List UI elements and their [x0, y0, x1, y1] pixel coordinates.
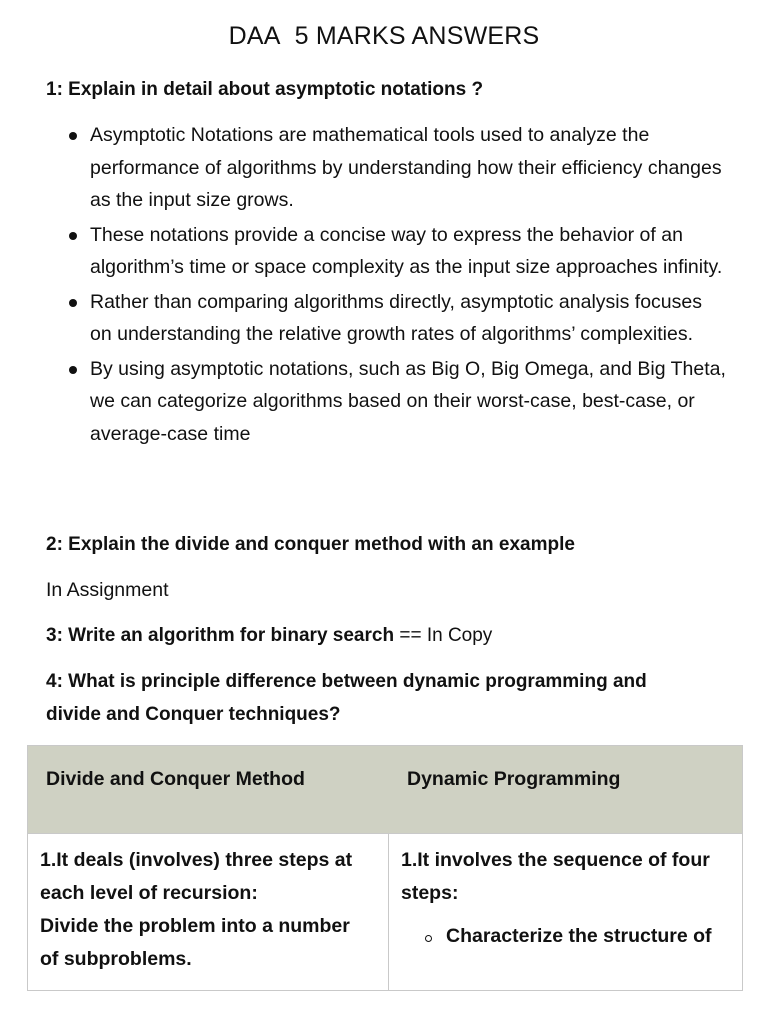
question-4-heading: [46, 665, 647, 731]
bullet-dot-icon: [69, 132, 77, 140]
bullet-item: By using asymptotic notations, such as Big O, Big Omega, and Big Theta, we can categorize algorithms based on their worst-case, best-case, or average-case time: [0, 353, 768, 451]
page-title: [0, 22, 768, 51]
bullet-item: These notations provide a concise way to express the behavior of an algorithm’s time or space complexity as the input size approaches infinity.: [0, 219, 768, 284]
title-subject: DAA: [228, 22, 281, 50]
bullet-dot-icon: [69, 366, 77, 374]
bullet-item: Asymptotic Notations are mathematical tools used to analyze the performance of algorithms by understanding how their efficiency changes as the input size grows.: [0, 119, 768, 217]
sub-bullet-item: Characterize the structure of: [401, 920, 712, 953]
table-header-row: [28, 746, 742, 834]
bullet-dot-icon: [69, 232, 77, 240]
question-1-heading: 1: Explain in detail about asymptotic notations ?: [46, 79, 484, 100]
bullet-item: Rather than comparing algorithms directly, asymptotic analysis focuses on understanding the relative growth rates of algorithms’ complexities.: [0, 286, 768, 351]
question-3-heading: [46, 619, 492, 652]
question-2-heading: 2: Explain the divide and conquer method with an example: [46, 534, 575, 555]
question-3-text: 3: Write an algorithm for binary search: [46, 625, 395, 646]
title-marks-number: 5: [294, 22, 309, 50]
hollow-bullet-icon: [425, 935, 432, 942]
column-header-dynamic-programming: Dynamic Programming: [407, 768, 621, 790]
title-rest: MARKS ANSWERS: [315, 22, 540, 50]
table-cell-divide-and-conquer: 1.It deals (involves) three steps at each level of recursion: Divide the problem into a number of subproblems.: [40, 849, 353, 970]
question-4-line-2: divide and Conquer techniques?: [46, 704, 341, 725]
column-header-divide-and-conquer: Divide and Conquer Method: [46, 768, 305, 790]
bullet-dot-icon: [69, 299, 77, 307]
question-2-answer: In Assignment: [46, 579, 169, 601]
column-divider: [388, 833, 389, 991]
question-3-answer: == In Copy: [394, 625, 493, 646]
question-1-bullet-list: [0, 119, 768, 452]
comparison-table: [27, 745, 743, 991]
question-4-line-1: 4: What is principle difference between dynamic programming and: [46, 671, 647, 692]
table-cell-dynamic-programming: 1.It involves the sequence of four steps: Characterize the structure of: [401, 844, 712, 953]
